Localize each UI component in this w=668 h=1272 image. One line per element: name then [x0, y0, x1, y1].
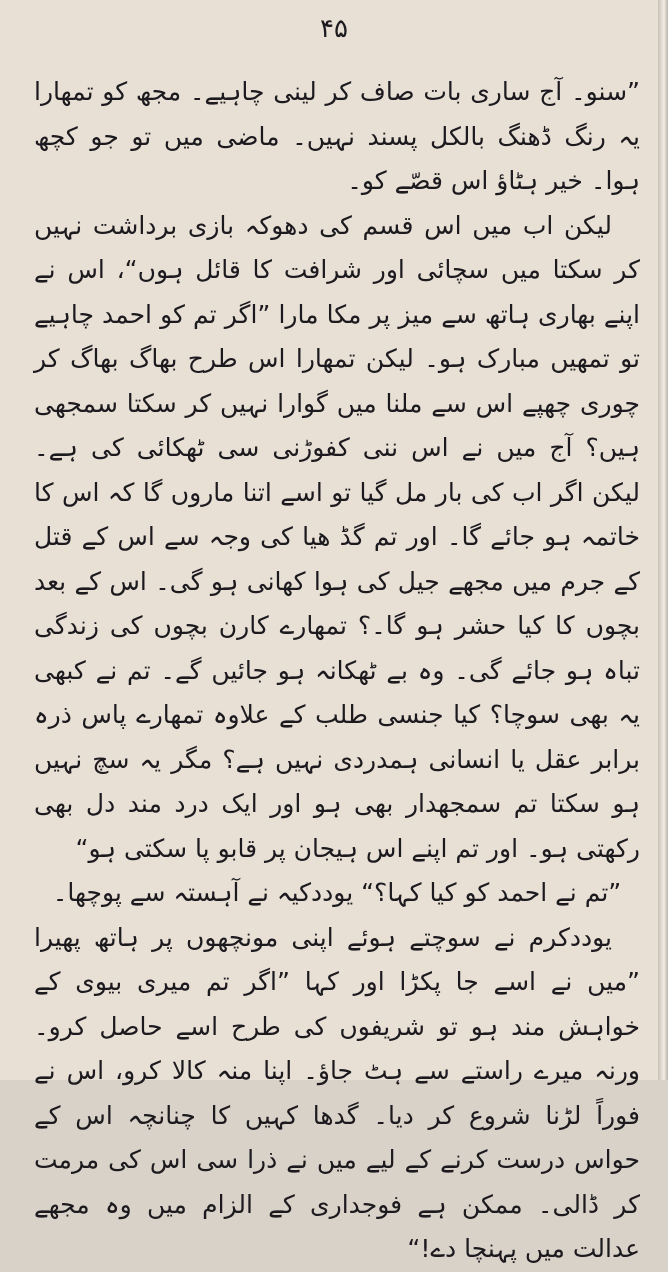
paragraph: یوددکرم نے سوچتے ہوئے اپنی مونچھوں پر ہاتھ پھیرا ”میں نے اسے جا پکڑا اور کہا ”اگر تم میری بیوی کے خواہش مند ہو تو شریفوں کی طرح اسے حاصل کرو۔ ورنہ میرے راستے سے ہٹ جاؤ۔ اپنا منہ کالا کرو، اس نے فوراً لڑنا شروع کر دیا۔ گدھا کہیں کا چنانچہ اس کے حواس درست کرنے کے لیے میں نے ذرا سی اس کی مرمت کر ڈالی۔ ممکن ہے فوجداری کے الزام میں وہ مجھے عدالت میں پہنچا دے!“: [34, 922, 640, 1263]
page-number: ۴۵: [320, 14, 348, 44]
paragraph: ”تم نے احمد کو کیا کہا؟“ یوددکیہ نے آہستہ سے پوچھا۔: [52, 878, 622, 907]
page-edge: [658, 0, 668, 1080]
paragraph: لیکن اب میں اس قسم کی دھوکہ بازی برداشت نہیں کر سکتا میں سچائی اور شرافت کا قائل ہوں“، اس نے اپنے بھاری ہاتھ سے میز پر مکا مارا ”اگر تم کو احمد چاہیے تو تمھیں مبارک ہو۔ لیکن تمھارا اس طرح بھاگ بھاگ کر چوری چھپے اس سے ملنا میں گوارا نہیں کر سکتا سمجھی ہیں؟ آج میں نے اس ننی کفوڑنی سی ٹھکائی کی ہے۔ لیکن اگر اب کی بار مل گیا تو اسے اتنا ماروں گا کہ اس کا خاتمہ ہو جائے گا۔ اور تم گڈ ھیا کی وجہ سے اس کے قتل کے جرم میں مجھے جیل کی ہوا کھانی ہو گی۔ اس کے بعد بچوں کا کیا حشر ہو گا۔؟ تمھارے کارن بچوں کی زندگی تباہ ہو جائے گی۔ وہ بے ٹھکانہ ہو جائیں گے۔ تم نے کبھی یہ بھی سوچا؟ کیا جنسی طلب کے علاوہ تمھارے پاس ذرہ برابر عقل یا انسانی ہمدردی نہیں ہے؟ مگر یہ سچ نہیں ہو سکتا تم سمجھدار بھی ہو اور ایک درد مند دل بھی رکھتی ہو۔ اور تم اپنے اس ہیجان پر قابو پا سکتی ہو“: [34, 210, 640, 863]
body-text: [34, 70, 640, 1263]
paragraph: ”سنو۔ آج ساری بات صاف کر لینی چاہیے۔ مجھ کو تمھارا یہ رنگ ڈھنگ بالکل پسند نہیں۔ ماضی میں تو جو کچھ ہوا۔ خیر ہٹاؤ اس قصّے کو۔: [34, 77, 640, 195]
